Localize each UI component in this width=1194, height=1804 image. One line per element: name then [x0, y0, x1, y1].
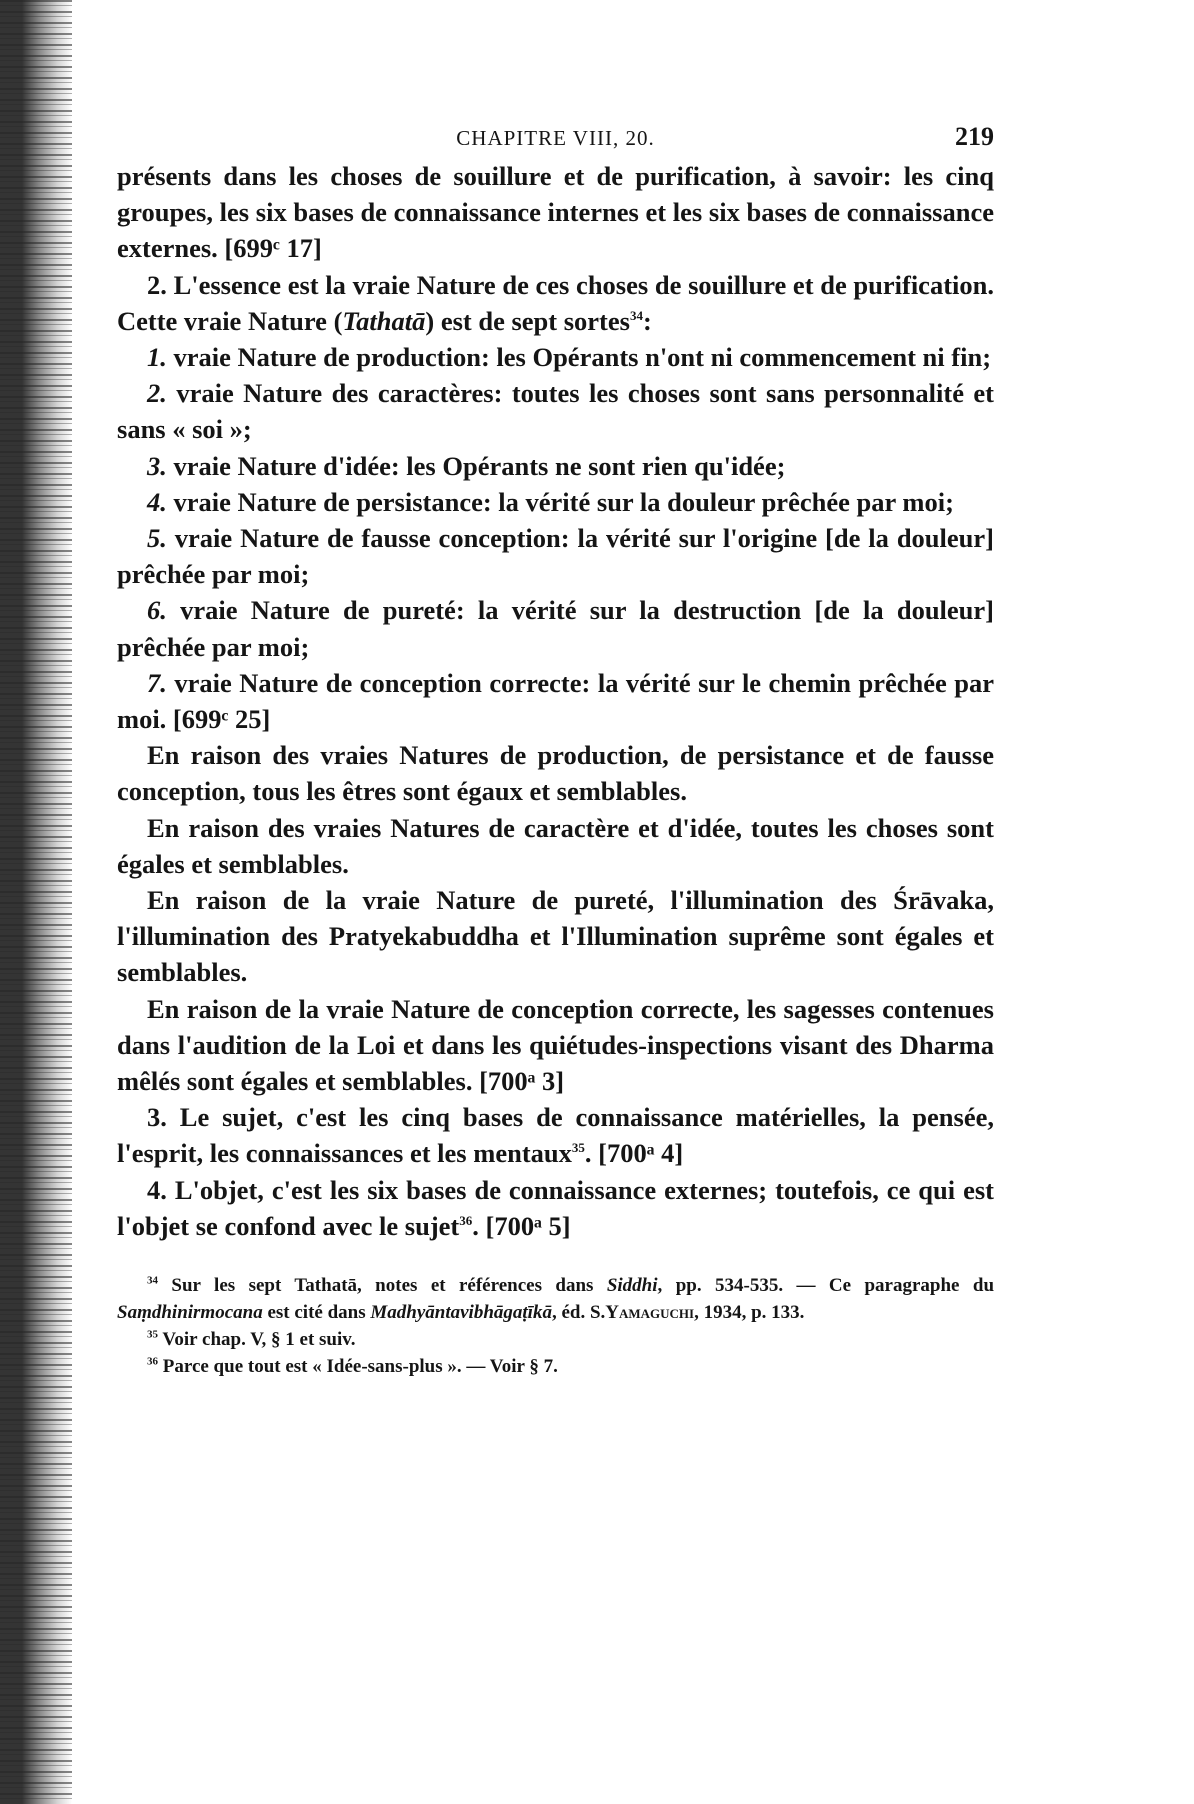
list-item-number: 1.	[147, 342, 167, 373]
list-item-text: vraie Nature de fausse conception: la vérité sur l'origine [de la douleur] prêchée par moi;	[117, 523, 994, 590]
paragraph-5: En raison de la vraie Nature de pureté, l'illumination des Śrāvaka, l'illumination des Pratyekabuddha et l'Illumination suprême sont égales et semblables.	[117, 885, 994, 988]
footnote-34	[117, 1272, 994, 1326]
list-item-text: vraie Nature des caractères: toutes les choses sont sans personnalité et sans « soi »;	[117, 378, 994, 445]
list-item-number: 6.	[147, 595, 167, 626]
paragraph-2-text-a: 2. L'essence est la vraie Nature de ces choses de souillure et de purification. Cette vraie Nature (	[117, 269, 994, 336]
footnote-ref-34[interactable]: 34	[629, 307, 643, 323]
author-name: S.Yamaguchi	[589, 1302, 695, 1324]
list-item-number: 3.	[147, 450, 167, 481]
footnote-text: , éd.	[551, 1302, 590, 1324]
footnote-text: Parce que tout est « Idée-sans-plus ». — Voir § 7.	[162, 1356, 558, 1378]
footnote-text: est cité dans	[262, 1302, 371, 1324]
list-item-text: vraie Nature de persistance: la vérité sur la douleur prêchée par moi;	[173, 486, 954, 517]
tika-title: Madhyāntavibhāgaṭīkā	[370, 1302, 552, 1324]
list-item-number: 2.	[147, 378, 167, 409]
list-item-6	[117, 592, 994, 664]
paragraph-4: En raison des vraies Natures de caractère et d'idée, toutes les choses sont égales et semblables.	[117, 812, 994, 879]
list-item-2	[117, 375, 994, 447]
book-binding-shadow	[0, 0, 72, 1804]
page	[117, 118, 994, 1380]
page-number: 219	[955, 122, 994, 151]
paragraph-7-text-b: . [700ᵃ 4]	[584, 1138, 684, 1169]
paragraph-8-text-b: . [700ᵃ 5]	[472, 1210, 571, 1241]
footnote-text: , 1934, p. 133.	[694, 1302, 805, 1324]
list-item-text: vraie Nature de conception correcte: la vérité sur le chemin prêchée par moi. [699ᶜ 25]	[117, 667, 994, 735]
paragraph-8	[117, 1172, 994, 1244]
paragraph-6: En raison de la vraie Nature de conception correcte, les sagesses contenues dans l'audition de la Loi et dans les quiétudes-inspections visant des Dharma mêlés sont égales et semblables. [700ᵃ 3]	[117, 993, 994, 1097]
footnotes	[117, 1272, 994, 1380]
tathata-term: Tathatā	[342, 305, 426, 336]
paragraph-7-text-a: 3. Le sujet, c'est les cinq bases de connaissance matérielles, la pensée, l'esprit, les connaissances et les mentaux	[117, 1102, 994, 1169]
list-item-1	[117, 339, 994, 375]
paragraph-2-text-b: ) est de sept sortes	[425, 305, 630, 336]
footnote-number: 34	[147, 1274, 158, 1287]
paragraph-1: présents dans les choses de souillure et de purification, à savoir: les cinq groupes, les six bases de connaissance internes et les six bases de connaissance externes. [699ᶜ 17]	[117, 161, 994, 264]
footnote-text: Sur les sept Tathatā, notes et références dans	[171, 1275, 607, 1297]
footnote-ref-35[interactable]: 35	[571, 1140, 585, 1156]
list-item-text: vraie Nature de pureté: la vérité sur la destruction [de la douleur] prêchée par moi;	[117, 595, 995, 662]
paragraph-8-text-a: 4. L'objet, c'est les six bases de connaissance externes; toutefois, ce qui est l'objet se confond avec le sujet	[117, 1174, 994, 1241]
list-item-3	[117, 448, 994, 484]
paragraph-2-text-c: :	[642, 305, 652, 336]
list-item-7	[117, 665, 994, 737]
footnote-35	[117, 1326, 994, 1353]
list-item-text: vraie Nature de production: les Opérants n'ont ni commencement ni fin;	[173, 342, 992, 373]
siddhi-title: Siddhi	[606, 1275, 658, 1297]
sutra-title: Saṃdhinirmocana	[117, 1302, 263, 1324]
list-item-number: 5.	[147, 523, 167, 554]
paragraph-3: En raison des vraies Natures de production, de persistance et de fausse conception, tous les êtres sont égaux et semblables.	[117, 740, 994, 807]
list-item-5	[117, 520, 994, 592]
footnote-36	[117, 1353, 994, 1380]
list-item-4	[117, 484, 994, 520]
paragraph-2	[117, 267, 994, 339]
footnote-text: , pp. 534-535. — Ce paragraphe du	[657, 1275, 995, 1297]
list-item-text: vraie Nature d'idée: les Opérants ne sont rien qu'idée;	[173, 450, 786, 481]
footnote-number: 35	[147, 1328, 158, 1341]
list-item-number: 4.	[147, 486, 167, 517]
page-header	[117, 118, 994, 158]
footnote-ref-36[interactable]: 36	[459, 1213, 473, 1229]
paragraph-7	[117, 1099, 994, 1171]
list-item-number: 7.	[147, 667, 167, 698]
footnote-number: 36	[147, 1355, 158, 1368]
footnote-text: Voir chap. V, § 1 et suiv.	[162, 1329, 356, 1351]
running-title: CHAPITRE VIII, 20.	[456, 126, 655, 150]
